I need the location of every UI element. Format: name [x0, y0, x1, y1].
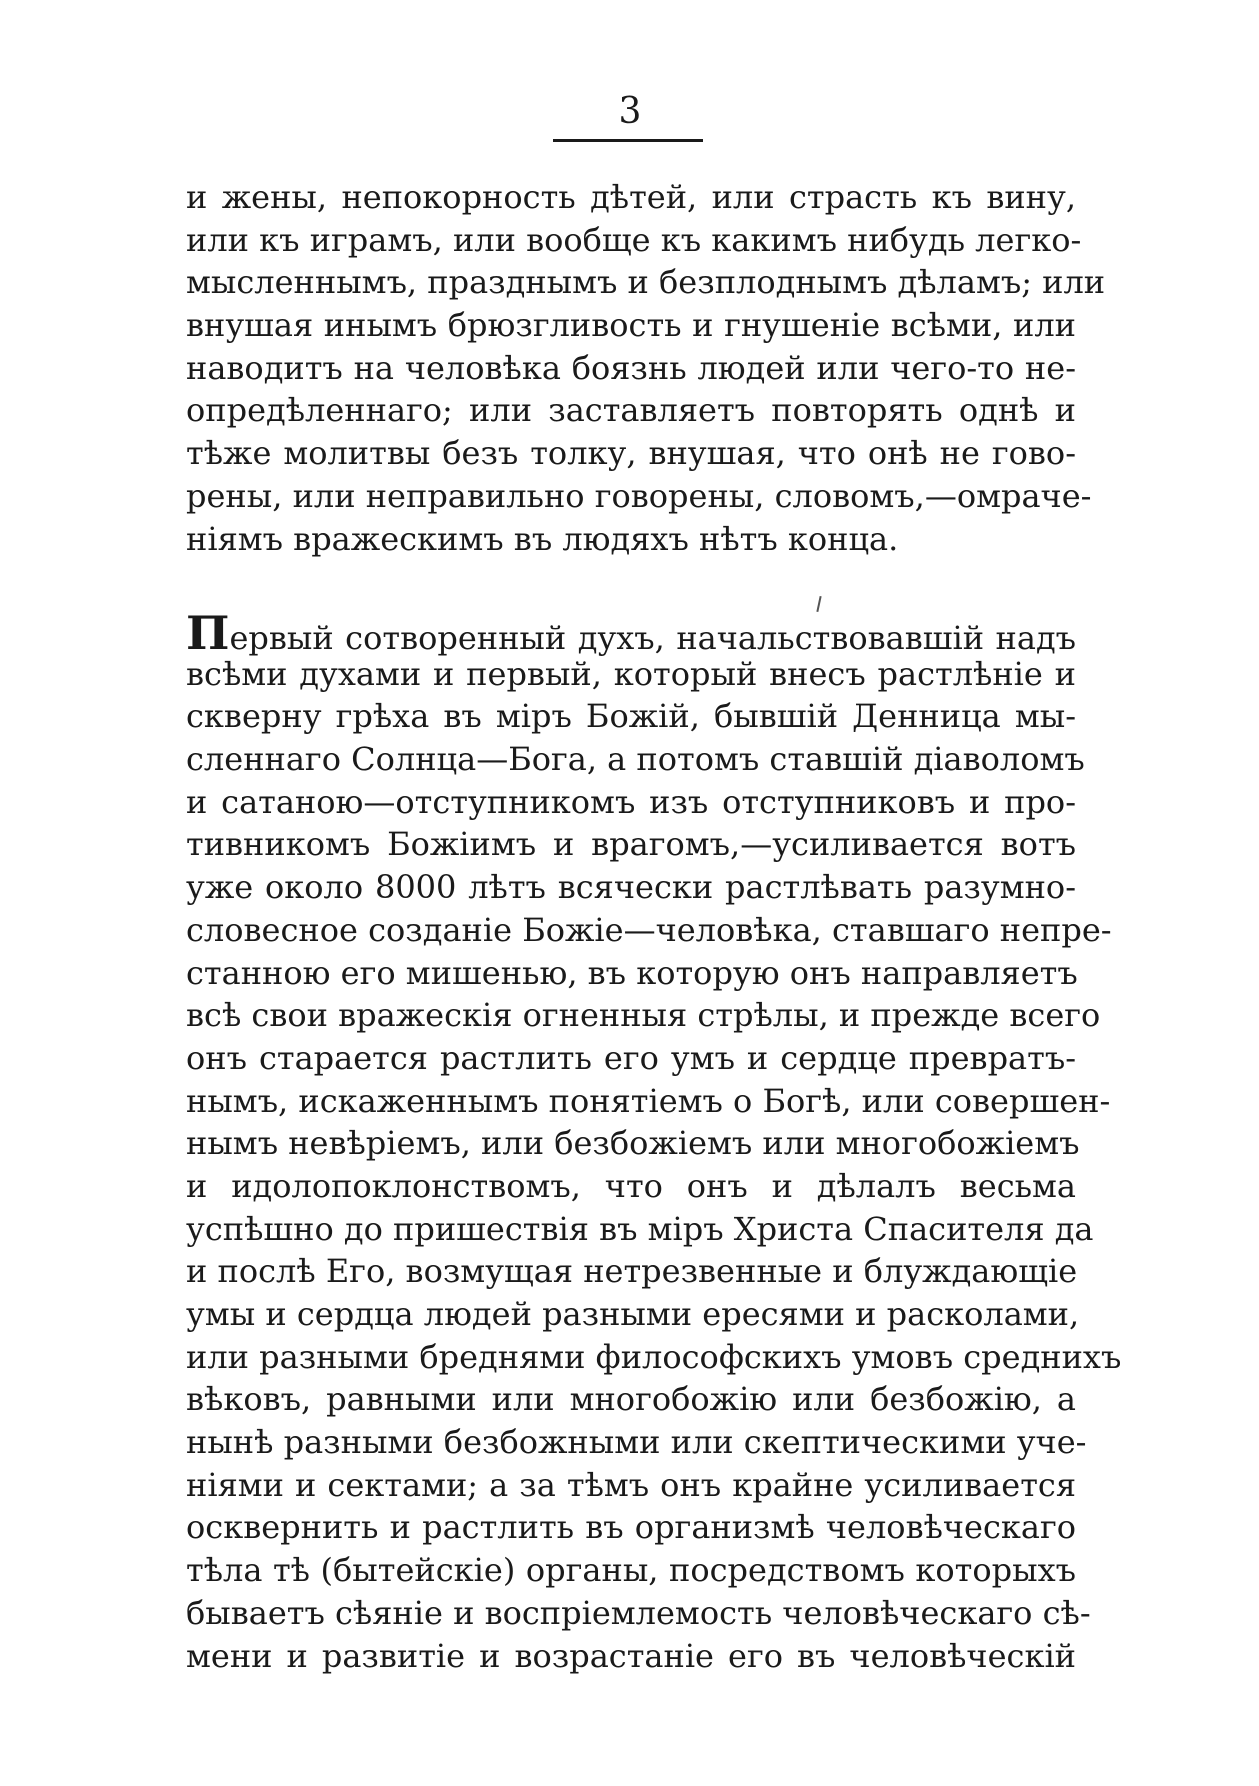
paragraph-2-line: и послѣ Его, возмущая нетрезвенные и блуждающіе	[186, 1252, 1078, 1291]
drop-cap: П	[186, 606, 230, 660]
paragraph-2-line: станною его мишенью, въ которую онъ направляетъ	[186, 953, 1078, 992]
paragraph-2	[186, 606, 1122, 1677]
paragraph-2-line: и идолопоклонствомъ, что онъ и дѣлалъ весьма	[186, 1166, 1076, 1205]
paragraph-1-line: наводитъ на человѣка боязнь людей или чего-то не-	[186, 348, 1076, 387]
paragraph-1-line: рены, или неправильно говорены, словомъ,—омраче-	[186, 476, 1092, 515]
paragraph-2-line: или разными бреднями философскихъ умовъ среднихъ	[186, 1337, 1122, 1376]
paragraph-2-line: бываетъ сѣяніе и воспріемлемость человѣческаго сѣ-	[186, 1593, 1091, 1632]
page-number-rule	[553, 139, 703, 142]
paragraph-2-line: словесное созданіе Божіе—человѣка, ставшаго непре-	[186, 910, 1112, 949]
paragraph-2-line: тивникомъ Божіимъ и врагомъ,—усиливается вотъ	[186, 825, 1076, 864]
paragraph-2-line: мени и развитіе и возрастаніе его въ человѣческій	[186, 1636, 1076, 1675]
paragraph-1-line: мысленнымъ, празднымъ и безплоднымъ дѣламъ; или	[186, 263, 1106, 302]
paragraph-2-line: и сатаною—отступникомъ изъ отступниковъ и про-	[186, 782, 1076, 821]
paragraph-2-line: сленнаго Солнца—Бога, а потомъ ставшій діаволомъ	[186, 740, 1085, 779]
paragraph-2-line: ніями и сектами; а за тѣмъ онъ крайне усиливается	[186, 1465, 1076, 1504]
paragraph-1-line: опредѣленнаго; или заставляетъ повторять однѣ и	[186, 391, 1076, 430]
paragraph-2-line: вѣковъ, равными или многобожію или безбожію, а	[186, 1380, 1076, 1419]
paragraph-2-line: скверну грѣха въ міръ Божій, бывшій Денница мы-	[186, 697, 1076, 736]
paragraph-2-line: нымъ, искаженнымъ понятіемъ о Богѣ, или совершен-	[186, 1081, 1111, 1120]
paragraph-2-line: успѣшно до пришествія въ міръ Христа Спасителя да	[186, 1209, 1094, 1248]
paragraph-2-line: нымъ невѣріемъ, или безбожіемъ или многобожіемъ	[186, 1124, 1080, 1163]
paragraph-2-line	[186, 606, 1076, 660]
paragraph-2-line: тѣла тѣ (бытейскіе) органы, посредствомъ которыхъ	[186, 1551, 1076, 1590]
paragraph-2-line: всѣми духами и первый, который внесъ растлѣніе и	[186, 654, 1076, 693]
paragraph-2-line: всѣ свои вражескія огненныя стрѣлы, и прежде всего	[186, 996, 1101, 1035]
paragraph-1-line: или къ играмъ, или вообще къ какимъ нибудь легко-	[186, 220, 1082, 259]
paragraph-2-line: осквернить и растлить въ организмѣ человѣческаго	[186, 1508, 1076, 1547]
paragraph-1-line: внушая инымъ брюзгливость и гнушеніе всѣми, или	[186, 306, 1076, 345]
paragraph-2-line: нынѣ разными безбожными или скептическими уче-	[186, 1423, 1087, 1462]
paragraph-2-first-line: ервый сотворенный духъ, начальствовавшій надъ	[229, 619, 1076, 657]
paragraph-2-line: уже около 8000 лѣтъ всячески растлѣвать разумно-	[186, 868, 1076, 907]
paragraph-1	[186, 176, 1106, 560]
paragraph-2-line: онъ старается растлить его умъ и сердце превратъ-	[186, 1038, 1076, 1077]
paragraph-1-line: и жены, непокорность дѣтей, или страсть къ вину,	[186, 178, 1076, 216]
paragraph-1-line: ніямъ вражескимъ въ людяхъ нѣтъ конца.	[186, 519, 899, 558]
paragraph-1-line: тѣже молитвы безъ толку, внушая, что онѣ не гово-	[186, 434, 1076, 473]
paragraph-2-line: умы и сердца людей разными ересями и расколами,	[186, 1295, 1080, 1333]
page-number: 3	[618, 91, 642, 132]
